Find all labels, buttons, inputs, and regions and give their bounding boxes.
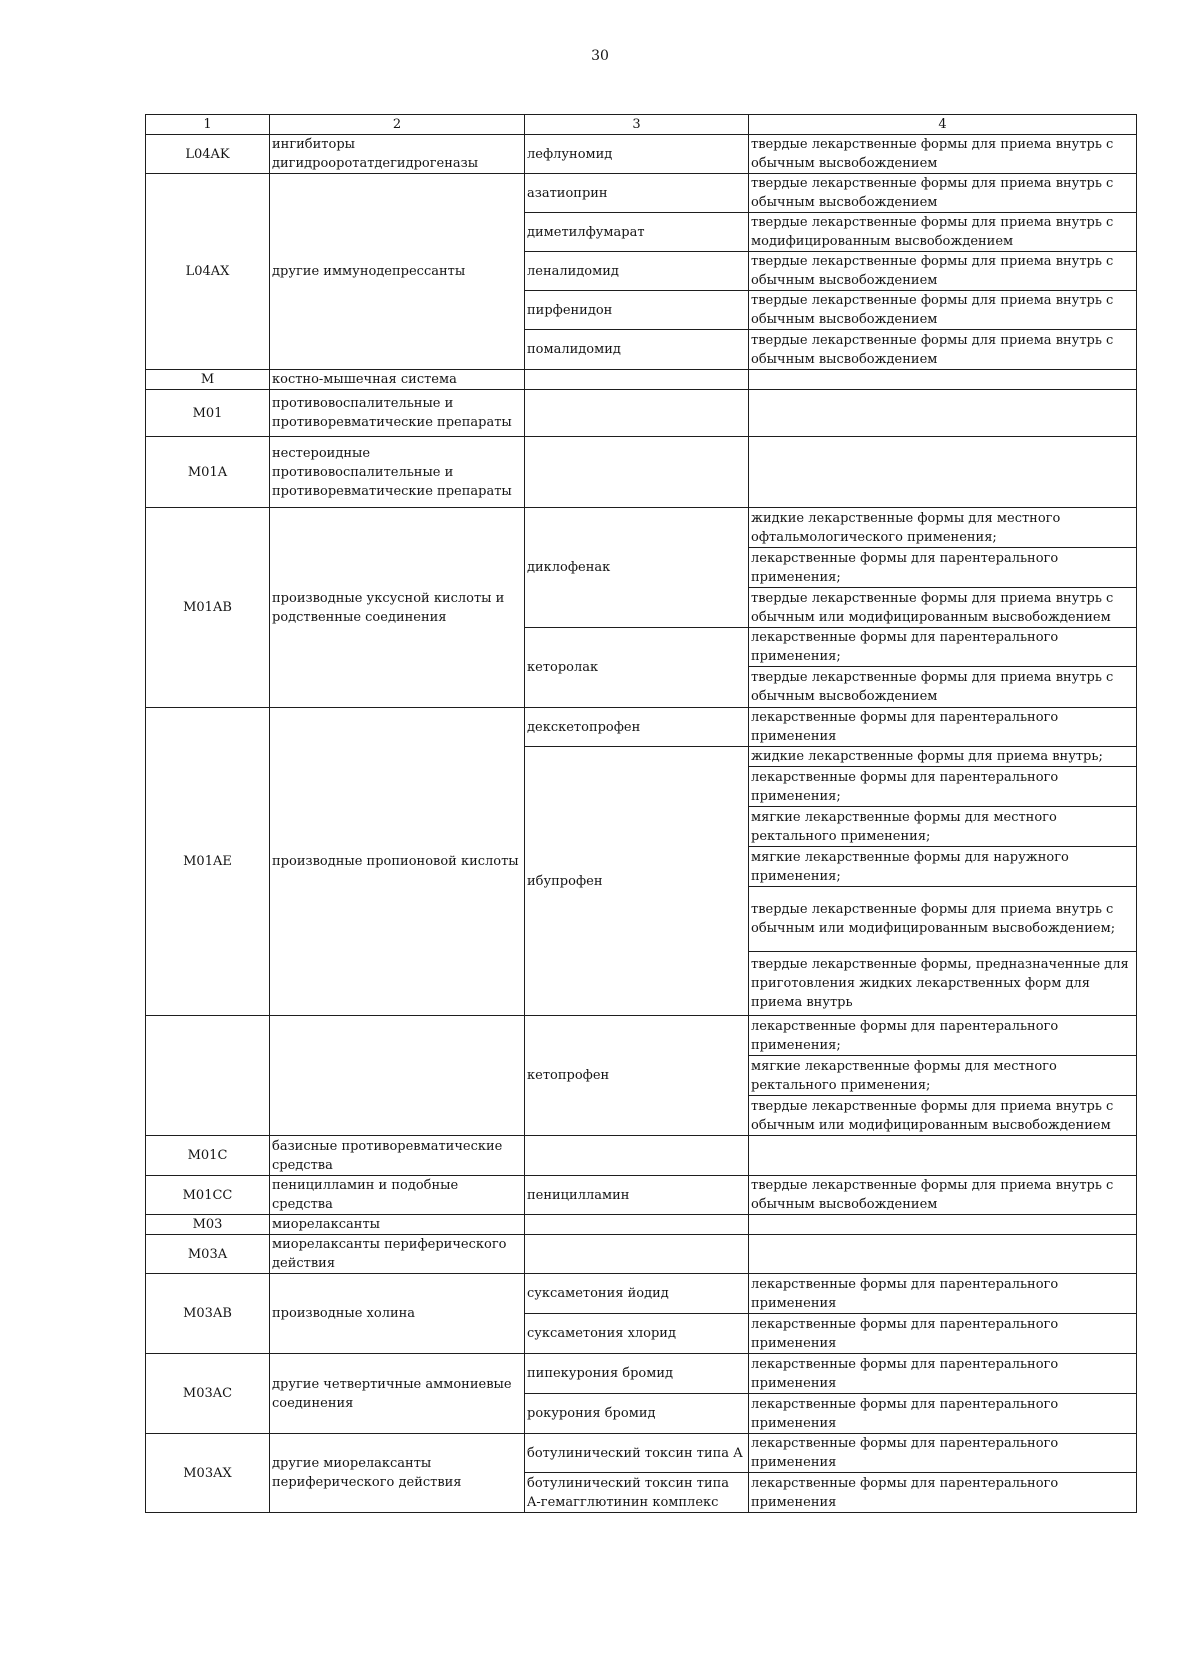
group-name: ингибиторы дигидрооротатдегидрогеназы [270, 135, 525, 174]
dosage-form: лекарственные формы для парентерального применения; [749, 767, 1137, 807]
drug-classification-table [145, 114, 1137, 1513]
drug-name-empty [525, 370, 749, 390]
table-row [146, 508, 1137, 548]
drug-name: кеторолак [525, 628, 749, 708]
dosage-form: жидкие лекарственные формы для приема внутрь; [749, 747, 1137, 767]
group-name: миорелаксанты периферического действия [270, 1235, 525, 1274]
atc-code: M01 [146, 390, 270, 437]
dosage-form: твердые лекарственные формы для приема внутрь с модифицированным высвобождением [749, 213, 1137, 252]
dosage-form: лекарственные формы для парентерального применения [749, 1434, 1137, 1473]
group-name: миорелаксанты [270, 1215, 525, 1235]
table-row [146, 708, 1137, 747]
drug-name: суксаметония йодид [525, 1274, 749, 1314]
atc-code: M01C [146, 1136, 270, 1176]
group-name: производные холина [270, 1274, 525, 1354]
table-row [146, 1215, 1137, 1235]
drug-name: леналидомид [525, 252, 749, 291]
dosage-form: лекарственные формы для парентерального применения [749, 1354, 1137, 1394]
dosage-form: мягкие лекарственные формы для местного ректального применения; [749, 1056, 1137, 1096]
drug-name-empty [525, 1215, 749, 1235]
drug-name: помалидомид [525, 330, 749, 370]
drug-name-empty [525, 437, 749, 508]
table-row [146, 1434, 1137, 1473]
atc-code-empty [146, 1016, 270, 1136]
dosage-form: твердые лекарственные формы для приема внутрь с обычным высвобождением [749, 667, 1137, 708]
dosage-form: лекарственные формы для парентерального применения [749, 1394, 1137, 1434]
drug-name-empty [525, 1235, 749, 1274]
dosage-form: жидкие лекарственные формы для местного офтальмологического применения; [749, 508, 1137, 548]
drug-name: ботулинический токсин типа A-гемагглютинин комплекс [525, 1473, 749, 1513]
atc-code: M03AC [146, 1354, 270, 1434]
dosage-form: твердые лекарственные формы для приема внутрь с обычным или модифицированным высвобождением [749, 588, 1137, 628]
group-name: другие четвертичные аммониевые соединения [270, 1354, 525, 1434]
atc-code: M01A [146, 437, 270, 508]
table-row [146, 1274, 1137, 1314]
drug-name-empty [525, 390, 749, 437]
group-name: другие иммунодепрессанты [270, 174, 525, 370]
drug-name: пипекурония бромид [525, 1354, 749, 1394]
dosage-form: твердые лекарственные формы для приема внутрь с обычным или модифицированным высвобождением; [749, 887, 1137, 952]
dosage-form-empty [749, 1136, 1137, 1176]
dosage-form: мягкие лекарственные формы для наружного применения; [749, 847, 1137, 887]
drug-table-container [145, 114, 1136, 1513]
table-row [146, 437, 1137, 508]
atc-code: L04AX [146, 174, 270, 370]
column-header: 1 [146, 115, 270, 135]
drug-name: пеницилламин [525, 1176, 749, 1215]
table-row [146, 1176, 1137, 1215]
dosage-form: лекарственные формы для парентерального применения [749, 708, 1137, 747]
drug-name: суксаметония хлорид [525, 1314, 749, 1354]
group-name: пеницилламин и подобные средства [270, 1176, 525, 1215]
drug-name: лефлуномид [525, 135, 749, 174]
table-row [146, 1235, 1137, 1274]
atc-code: M01CC [146, 1176, 270, 1215]
dosage-form: твердые лекарственные формы для приема внутрь с обычным высвобождением [749, 330, 1137, 370]
drug-name: рокурония бромид [525, 1394, 749, 1434]
column-header: 4 [749, 115, 1137, 135]
drug-name: пирфенидон [525, 291, 749, 330]
page-number: 30 [591, 48, 609, 64]
drug-name-empty [525, 1136, 749, 1176]
dosage-form: твердые лекарственные формы для приема внутрь с обычным высвобождением [749, 174, 1137, 213]
group-name: производные уксусной кислоты и родственные соединения [270, 508, 525, 708]
atc-code: M01AE [146, 708, 270, 1016]
table-row [146, 135, 1137, 174]
group-name: противовоспалительные и противоревматические препараты [270, 390, 525, 437]
atc-code: M01AB [146, 508, 270, 708]
dosage-form-empty [749, 1215, 1137, 1235]
table-header-row [146, 115, 1137, 135]
group-name: базисные противоревматические средства [270, 1136, 525, 1176]
table-row [146, 1354, 1137, 1394]
drug-name: ботулинический токсин типа A [525, 1434, 749, 1473]
dosage-form-empty [749, 437, 1137, 508]
table-row [146, 1136, 1137, 1176]
dosage-form: твердые лекарственные формы для приема внутрь с обычным высвобождением [749, 291, 1137, 330]
drug-name: азатиоприн [525, 174, 749, 213]
group-name: другие миорелаксанты периферического действия [270, 1434, 525, 1513]
dosage-form-empty [749, 390, 1137, 437]
atc-code: M03 [146, 1215, 270, 1235]
dosage-form: твердые лекарственные формы для приема внутрь с обычным высвобождением [749, 135, 1137, 174]
dosage-form: лекарственные формы для парентерального применения; [749, 628, 1137, 667]
atc-code: M03AB [146, 1274, 270, 1354]
atc-code: M03A [146, 1235, 270, 1274]
dosage-form: лекарственные формы для парентерального применения; [749, 548, 1137, 588]
atc-code: M03AX [146, 1434, 270, 1513]
group-name: нестероидные противовоспалительные и противоревматические препараты [270, 437, 525, 508]
atc-code: L04AK [146, 135, 270, 174]
dosage-form: твердые лекарственные формы, предназначенные для приготовления жидких лекарственных форм для приема внутрь [749, 952, 1137, 1016]
dosage-form: твердые лекарственные формы для приема внутрь с обычным высвобождением [749, 252, 1137, 291]
group-name: костно-мышечная система [270, 370, 525, 390]
table-row [146, 390, 1137, 437]
dosage-form: лекарственные формы для парентерального применения [749, 1314, 1137, 1354]
column-header: 2 [270, 115, 525, 135]
group-name: производные пропионовой кислоты [270, 708, 525, 1016]
column-header: 3 [525, 115, 749, 135]
dosage-form-empty [749, 370, 1137, 390]
atc-code: M [146, 370, 270, 390]
table-row [146, 174, 1137, 213]
drug-name: ибупрофен [525, 747, 749, 1016]
drug-name: диклофенак [525, 508, 749, 628]
dosage-form: твердые лекарственные формы для приема внутрь с обычным высвобождением [749, 1176, 1137, 1215]
dosage-form-empty [749, 1235, 1137, 1274]
drug-name: кетопрофен [525, 1016, 749, 1136]
dosage-form: лекарственные формы для парентерального применения [749, 1473, 1137, 1513]
dosage-form: твердые лекарственные формы для приема внутрь с обычным или модифицированным высвобождением [749, 1096, 1137, 1136]
drug-name: декскетопрофен [525, 708, 749, 747]
table-row [146, 1016, 1137, 1056]
dosage-form: лекарственные формы для парентерального применения [749, 1274, 1137, 1314]
drug-name: диметилфумарат [525, 213, 749, 252]
group-name-empty [270, 1016, 525, 1136]
dosage-form: лекарственные формы для парентерального применения; [749, 1016, 1137, 1056]
table-row [146, 370, 1137, 390]
dosage-form: мягкие лекарственные формы для местного ректального применения; [749, 807, 1137, 847]
